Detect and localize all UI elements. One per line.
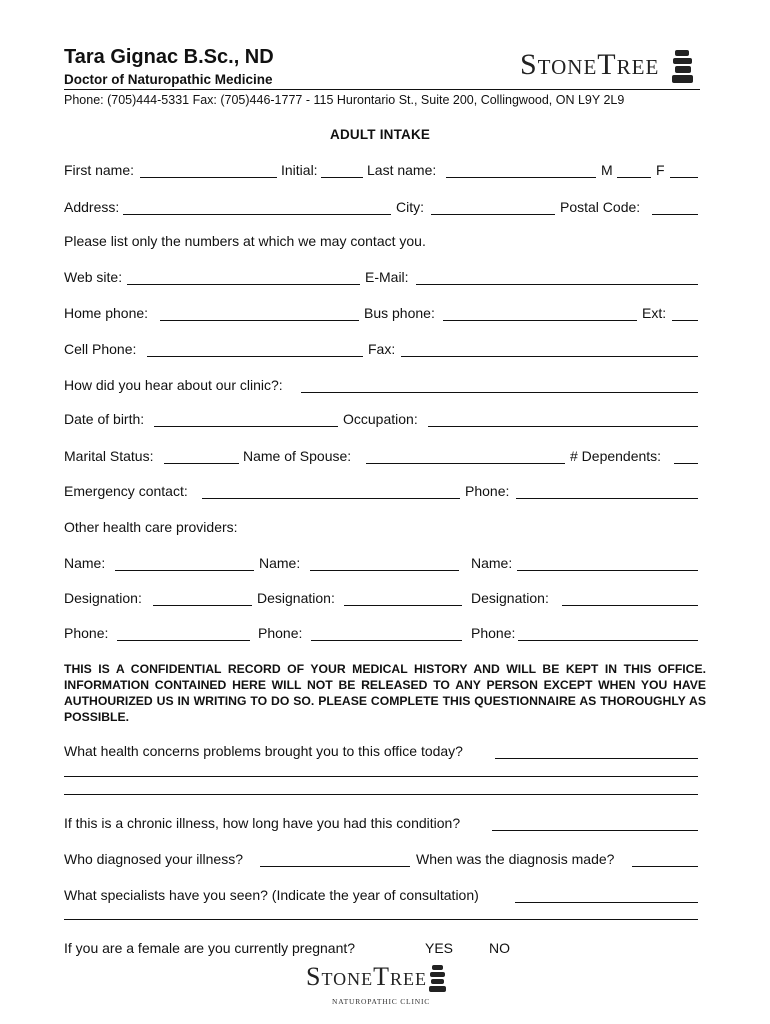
who-diagnosed-label: Who diagnosed your illness? [64,851,243,867]
pregnancy-question: If you are a female are you currently pregnant? [64,940,356,956]
stone-stack-icon [672,50,694,84]
provider-2-designation-field[interactable] [344,605,462,606]
health-concerns-field[interactable] [495,758,698,759]
pregnancy-no-option[interactable]: NO [489,940,510,956]
bus-phone-field[interactable] [443,320,637,321]
ext-field[interactable] [672,320,698,321]
website-field[interactable] [127,284,360,285]
provider-1-designation-label: Designation: [64,590,142,606]
referral-field[interactable] [301,392,698,393]
female-field[interactable] [670,177,698,178]
dependents-field[interactable] [674,463,698,464]
contact-note: Please list only the numbers at which we may contact you. [64,233,426,249]
provider-1-name-label: Name: [64,555,106,571]
diagnosis-date-field[interactable] [632,866,698,867]
specialists-label: What specialists have you seen? (Indicate the year of consultation) [64,887,479,903]
header-rule [64,89,700,90]
fax-label: Fax: [368,341,396,357]
city-label: City: [396,199,424,215]
emergency-contact-label: Emergency contact: [64,483,188,499]
occupation-field[interactable] [428,426,698,427]
first-name-label: First name: [64,162,135,178]
female-label: F [656,162,665,178]
spouse-field[interactable] [366,463,565,464]
cell-phone-field[interactable] [147,356,363,357]
website-label: Web site: [64,269,123,285]
initial-label: Initial: [281,162,318,178]
health-concerns-line-3[interactable] [64,794,698,795]
bus-phone-label: Bus phone: [364,305,435,321]
postal-code-label: Postal Code: [560,199,641,215]
email-field[interactable] [416,284,698,285]
provider-2-phone-label: Phone: [258,625,303,641]
emergency-contact-field[interactable] [202,498,460,499]
email-label: E-Mail: [365,269,409,285]
diagnosis-date-label: When was the diagnosis made? [416,851,615,867]
dob-field[interactable] [154,426,338,427]
provider-1-phone-field[interactable] [117,640,250,641]
provider-3-designation-label: Designation: [471,590,549,606]
footer-logo-wordmark: StoneTree [306,962,428,991]
provider-2-name-field[interactable] [310,570,459,571]
specialists-line-2[interactable] [64,919,698,920]
provider-3-phone-field[interactable] [518,640,698,641]
last-name-field[interactable] [446,177,596,178]
health-concerns-label: What health concerns problems brought you to this office today? [64,743,463,759]
practitioner-name: Tara Gignac B.Sc., ND [64,46,274,68]
initial-field[interactable] [321,177,363,178]
dob-label: Date of birth: [64,411,145,427]
other-providers-heading: Other health care providers: [64,519,238,535]
provider-1-designation-field[interactable] [153,605,252,606]
marital-status-label: Marital Status: [64,448,154,464]
occupation-label: Occupation: [343,411,418,427]
provider-1-name-field[interactable] [115,570,254,571]
ext-label: Ext: [642,305,667,321]
chronic-duration-label: If this is a chronic illness, how long have you had this condition? [64,815,461,831]
emergency-phone-label: Phone: [465,483,510,499]
last-name-label: Last name: [367,162,437,178]
home-phone-label: Home phone: [64,305,149,321]
health-concerns-line-2[interactable] [64,776,698,777]
dependents-label: # Dependents: [570,448,662,464]
logo-wordmark: StoneTree [520,48,660,81]
practitioner-designation: Doctor of Naturopathic Medicine [64,72,273,87]
confidentiality-notice: THIS IS A CONFIDENTIAL RECORD OF YOUR MEDICAL HISTORY AND WILL BE KEPT IN THIS OFFICE. INFORMATION CONTAINED HERE WILL NOT BE RELEASED TO ANY PERSON EXCEPT WHEN YOU HAVE AUTHOURIZED US IN WRITING TO DO SO. PLEASE COMPLETE THIS QUESTIONNAIRE AS THOROUGHLY AS POSSIBLE. [64,662,706,724]
referral-label: How did you hear about our clinic?: [64,377,283,393]
provider-3-name-field[interactable] [517,570,698,571]
specialists-field[interactable] [515,902,698,903]
spouse-label: Name of Spouse: [243,448,352,464]
who-diagnosed-field[interactable] [260,866,410,867]
footer-tagline: NATUROPATHIC CLINIC [332,997,431,1006]
chronic-duration-field[interactable] [492,830,698,831]
first-name-field[interactable] [140,177,277,178]
address-label: Address: [64,199,120,215]
provider-2-designation-label: Designation: [257,590,335,606]
postal-code-field[interactable] [652,214,698,215]
male-field[interactable] [617,177,651,178]
provider-2-phone-field[interactable] [311,640,462,641]
provider-3-designation-field[interactable] [562,605,698,606]
fax-field[interactable] [401,356,698,357]
provider-2-name-label: Name: [259,555,301,571]
home-phone-field[interactable] [160,320,359,321]
pregnancy-yes-option[interactable]: YES [425,940,454,956]
address-field[interactable] [123,214,391,215]
cell-phone-label: Cell Phone: [64,341,137,357]
provider-3-name-label: Name: [471,555,513,571]
form-title: ADULT INTAKE [330,127,431,142]
city-field[interactable] [431,214,555,215]
footer-stone-stack-icon [429,965,447,993]
header-logo [520,46,700,86]
clinic-contact: Phone: (705)444-5331 Fax: (705)446-1777 - 115 Hurontario St., Suite 200, Collingwood, ON L9Y 2L9 [64,93,625,107]
provider-3-phone-label: Phone: [471,625,516,641]
marital-status-field[interactable] [164,463,239,464]
male-label: M [601,162,613,178]
footer-logo [306,962,456,1012]
provider-1-phone-label: Phone: [64,625,109,641]
emergency-phone-field[interactable] [516,498,698,499]
